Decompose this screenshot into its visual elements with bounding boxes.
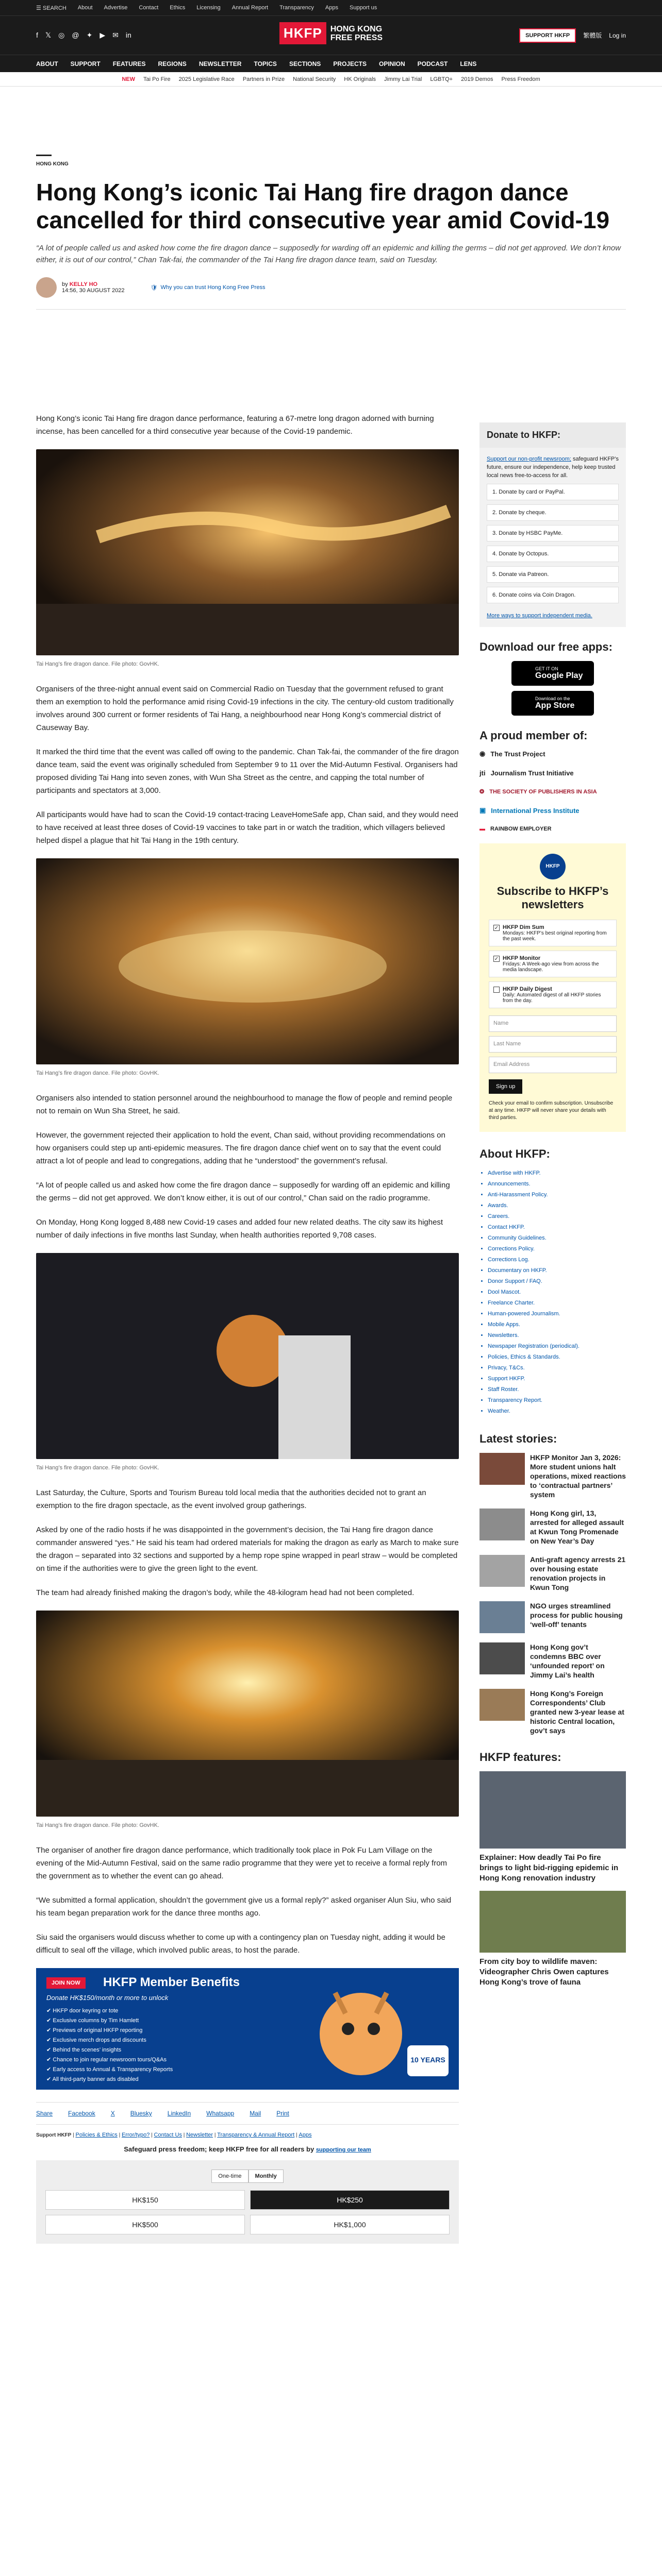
support-hkfp-button[interactable]: SUPPORT HKFP: [519, 28, 576, 43]
about-list: [479, 1168, 626, 1417]
login-link[interactable]: Log in: [609, 31, 626, 39]
site-logo[interactable]: [279, 22, 383, 44]
about-item[interactable]: • Newsletters.: [488, 1330, 626, 1341]
latest-story[interactable]: [479, 1555, 626, 1592]
nav-projects[interactable]: PROJECTS: [333, 60, 367, 67]
category-rule: [36, 155, 52, 156]
paragraph: Siu said the organisers would discuss whether to come up with a contingency plan on Tuesday night, adding it would be difficult to seal off the village, which involved public areas, to host the parade.: [36, 1933, 445, 1955]
donate-option[interactable]: 5. Donate via Patreon.: [487, 566, 619, 583]
paragraph: The team had already finished making the dragon’s body, while the 48-kilogram head had not been completed.: [36, 1588, 415, 1597]
about-item[interactable]: • Privacy, T&Cs.: [488, 1363, 626, 1374]
error-link[interactable]: Error/typo?: [121, 2132, 150, 2138]
topbar-apps[interactable]: Apps: [325, 5, 338, 11]
nav-features[interactable]: FEATURES: [112, 60, 146, 67]
amount-option-selected[interactable]: HK$250: [250, 2190, 450, 2210]
name-input[interactable]: Name: [489, 1015, 617, 1032]
story-thumbnail: [479, 1601, 525, 1633]
trending-item[interactable]: 2019 Demos: [461, 76, 493, 82]
article-photo-2: [36, 858, 459, 1064]
about-item[interactable]: • Staff Roster.: [488, 1384, 626, 1395]
newsletter-signup: [479, 843, 626, 1132]
share-bar: [36, 2102, 459, 2125]
youtube-icon[interactable]: ▶: [100, 31, 106, 39]
about-item[interactable]: • Weather.: [488, 1406, 626, 1417]
about-item[interactable]: • Support HKFP.: [488, 1374, 626, 1384]
byline-by: by: [62, 281, 68, 287]
one-time-option[interactable]: One-time: [211, 2170, 248, 2183]
story-headline[interactable]: Hong Kong’s Foreign Correspondents’ Club granted new 3-year lease at historic Central location, gov’t says: [530, 1689, 624, 1735]
benefit-item: ✔ Early access to Annual & Transparency Reports: [46, 2066, 173, 2073]
share-facebook[interactable]: Facebook: [68, 2110, 95, 2117]
nav-regions[interactable]: REGIONS: [158, 60, 187, 67]
about-item[interactable]: • Anti-Harassment Policy.: [488, 1190, 626, 1200]
trending-item[interactable]: 2025 Legislative Race: [178, 76, 235, 82]
story-thumbnail: [479, 1453, 525, 1485]
trust-link[interactable]: 🛡 Why you can trust Hong Kong Free Press: [150, 284, 266, 291]
publish-date: 14:56, 30 AUGUST 2022: [62, 287, 125, 294]
about-item[interactable]: • Transparency Report.: [488, 1395, 626, 1406]
about-item[interactable]: • Human-powered Journalism.: [488, 1309, 626, 1319]
about-item[interactable]: • Announcements.: [488, 1179, 626, 1190]
banner-subtitle: Donate HK$150/month or more to unlock: [46, 1994, 169, 2002]
main-nav: [0, 55, 662, 72]
paragraph: “We submitted a formal application, shouldn’t the government give us a formal reply?” asked organiser Alun Siu, who said his team began preparation work for the dance three months ago.: [36, 1896, 452, 1918]
newsletter-option[interactable]: ✓ HKFP Dim Sum Mondays: HKFP’s best original reporting from the past week.: [489, 920, 617, 946]
about-item[interactable]: • Corrections Policy.: [488, 1244, 626, 1255]
about-item[interactable]: • Newspaper Registration (periodical).: [488, 1341, 626, 1352]
feature-image: [479, 1891, 626, 1953]
benefit-item: ✔ Exclusive merch drops and discounts: [46, 2037, 146, 2043]
member-rainbow[interactable]: ▬ RAINBOW EMPLOYER: [479, 826, 552, 832]
join-now-button[interactable]: JOIN NOW: [46, 1977, 86, 1989]
photo-caption: Tai Hang’s fire dragon dance. File photo: GovHK.: [36, 661, 159, 667]
nav-newsletter[interactable]: NEWSLETTER: [198, 60, 242, 67]
features-title: HKFP features:: [479, 1751, 561, 1764]
donate-option[interactable]: 4. Donate by Octopus.: [487, 546, 619, 562]
email-input[interactable]: Email Address: [489, 1057, 617, 1073]
transparency-link[interactable]: Transparency & Annual Report: [217, 2132, 295, 2138]
newsletter-option[interactable]: ✓ HKFP Monitor Fridays: A Week-ago view from across the media landscape.: [489, 951, 617, 977]
topbar-support[interactable]: Support us: [350, 5, 377, 11]
x-icon[interactable]: 𝕏: [45, 31, 52, 39]
story-thumbnail: [479, 1689, 525, 1721]
linkedin-icon[interactable]: in: [125, 31, 131, 39]
anniversary-badge: 10 YEARS: [407, 2045, 449, 2076]
paragraph: Organisers of the three-night annual event said on Commercial Radio on Tuesday that the government refused to grant them an exemption to hold the performance amid rising Covid-19 infections in the city. The century-old custom traditionally involves around 300 current or former residents of Tai Hang, a neighbourhood near Hong Kong’s commercial district of Causeway Bay.: [36, 685, 454, 732]
about-item[interactable]: • Contact HKFP.: [488, 1222, 626, 1233]
nav-opinion[interactable]: OPINION: [378, 60, 405, 67]
trending-item[interactable]: Partners in Prize: [242, 76, 285, 82]
member-sopa[interactable]: ❂ THE SOCIETY OF PUBLISHERS IN ASIA: [479, 788, 597, 795]
donate-option[interactable]: 3. Donate by HSBC PayMe.: [487, 525, 619, 541]
nav-lens[interactable]: LENS: [460, 60, 477, 67]
topbar-transparency[interactable]: Transparency: [279, 5, 314, 11]
donation-widget: [36, 2160, 459, 2244]
feature-headline[interactable]: Explainer: How deadly Tai Po fire brings to light bid-rigging epidemic in Hong Kong renovation industry: [479, 1853, 619, 1883]
newsletter-link[interactable]: Newsletter: [186, 2132, 213, 2138]
member-ipi[interactable]: ▣ International Press Institute: [479, 806, 580, 815]
amount-options: [45, 2190, 450, 2234]
share-linkedin[interactable]: LinkedIn: [167, 2110, 191, 2117]
monthly-option[interactable]: Monthly: [249, 2170, 284, 2183]
hkfp-badge-icon: HKFP: [540, 854, 566, 879]
nav-topics[interactable]: TOPICS: [254, 60, 277, 67]
latest-story[interactable]: [479, 1601, 626, 1633]
top-utility-bar: [0, 0, 662, 15]
checkbox-checked-icon[interactable]: ✓: [494, 925, 499, 931]
sopa-icon: ❂: [479, 789, 485, 795]
article-category[interactable]: HONG KONG: [36, 161, 69, 167]
facebook-icon[interactable]: f: [36, 31, 38, 39]
benefit-item: ✔ Behind the scenes’ insights: [46, 2047, 122, 2053]
author-avatar: [36, 277, 57, 298]
trending-item[interactable]: Press Freedom: [501, 76, 540, 82]
signup-button[interactable]: Sign up: [489, 1079, 522, 1094]
nav-support[interactable]: SUPPORT: [70, 60, 101, 67]
latest-story[interactable]: [479, 1509, 626, 1546]
article-photo-4: [36, 1611, 459, 1817]
about-item[interactable]: • Donor Support / FAQ.: [488, 1276, 626, 1287]
contact-link[interactable]: Contact Us: [154, 2132, 182, 2138]
donate-option[interactable]: 2. Donate by cheque.: [487, 504, 619, 521]
about-item[interactable]: • Freelance Charter.: [488, 1298, 626, 1309]
nav-sections[interactable]: SECTIONS: [289, 60, 321, 67]
story-headline[interactable]: Anti-graft agency arrests 21 over housing estate renovation projects in Kwun Tong: [530, 1555, 626, 1591]
story-headline[interactable]: HKFP Monitor Jan 3, 2026: More student unions halt operations, mixed reactions to ‘contractual partners’ system: [530, 1453, 626, 1499]
paragraph: However, the government rejected their application to hold the event, Chan said, without providing recommendations on how organisers could step up anti-epidemic measures. The fire dragon dance chief went on to say that the event could attract a lot of people and lead to congregations, adding that he “understood” the government’s refusal.: [36, 1131, 445, 1165]
last-name-input[interactable]: Last Name: [489, 1036, 617, 1053]
support-links: Support HKFP | Policies & Ethics | Error/typo? | Contact Us | Newsletter | Transparency & Annual Report | Apps: [36, 2132, 312, 2138]
benefit-item: ✔ Previews of original HKFP reporting: [46, 2027, 143, 2033]
story-headline[interactable]: Hong Kong gov’t condemns BBC over ‘unfounded report’ on Jimmy Lai’s health: [530, 1643, 605, 1679]
about-item[interactable]: • Careers.: [488, 1211, 626, 1222]
photo-caption: Tai Hang’s fire dragon dance. File photo: GovHK.: [36, 1070, 159, 1076]
threads-icon[interactable]: @: [72, 31, 79, 39]
about-item[interactable]: • Policies, Ethics & Standards.: [488, 1352, 626, 1363]
about-item[interactable]: • Corrections Log.: [488, 1255, 626, 1265]
story-headline[interactable]: Hong Kong girl, 13, arrested for alleged assault at Kwun Tong Promenade on New Year’s Day: [530, 1509, 624, 1545]
share-print[interactable]: Print: [276, 2110, 289, 2117]
article-standfirst: “A lot of people called us and asked how come the fire dragon dance – supposedly for warding off an epidemic and killing the germs – did not get approved. We don’t know either, it is out of our control,” Chan Tak-fai, the commander of the Tai Hang fire dragon dance team, said on Tuesday.: [36, 244, 621, 264]
paragraph: On Monday, Hong Kong logged 8,488 new Covid-19 cases and added four new related deaths. The city saw its highest number of daily infections in five months last Sunday, when health authorities reported 9,708 cases.: [36, 1218, 443, 1240]
trending-bar: [0, 72, 662, 87]
share-mail[interactable]: Mail: [250, 2110, 261, 2117]
topbar-contact[interactable]: Contact: [139, 5, 159, 11]
amount-option[interactable]: HK$500: [45, 2215, 245, 2234]
amount-option[interactable]: HK$150: [45, 2190, 245, 2210]
supporting-team-link[interactable]: supporting our team: [316, 2147, 371, 2153]
share-whatsapp[interactable]: Whatsapp: [206, 2110, 235, 2117]
donate-title: Donate to HKFP:: [479, 422, 626, 448]
author-name[interactable]: KELLY HO: [69, 281, 98, 287]
rainbow-icon: ▬: [479, 826, 485, 832]
about-item[interactable]: • Mobile Apps.: [488, 1319, 626, 1330]
member-benefits-banner[interactable]: [36, 1968, 459, 2090]
benefit-item: ✔ All third-party banner ads disabled: [46, 2076, 139, 2082]
support-link[interactable]: Support HKFP: [36, 2132, 72, 2138]
donate-text: safeguard HKFP’s future, ensure our independence, help keep trusted local news free-to-access for all.: [487, 456, 619, 479]
amount-option[interactable]: HK$1,000: [250, 2215, 450, 2234]
latest-story[interactable]: [479, 1689, 626, 1735]
trending-item[interactable]: HK Originals: [344, 76, 376, 82]
nav-about[interactable]: ABOUT: [36, 60, 58, 67]
topbar-annual-report[interactable]: Annual Report: [231, 5, 269, 11]
latest-title: Latest stories:: [479, 1432, 557, 1445]
frequency-toggle: [45, 2170, 450, 2183]
story-thumbnail: [479, 1509, 525, 1540]
ipi-icon: ▣: [479, 806, 486, 814]
checkbox-icon[interactable]: [493, 987, 500, 993]
banner-title: HKFP Member Benefits: [103, 1975, 240, 1989]
benefit-item: ✔ Exclusive columns by Tim Hamlett: [46, 2018, 139, 2024]
logo-line-1: HONG KONG: [330, 24, 383, 33]
bluesky-icon[interactable]: ✦: [86, 31, 93, 39]
about-title: About HKFP:: [479, 1147, 550, 1160]
about-item[interactable]: • Advertise with HKFP.: [488, 1168, 626, 1179]
trending-new-label: NEW: [122, 76, 135, 82]
photo-caption: Tai Hang’s fire dragon dance. File photo: GovHK.: [36, 1822, 159, 1828]
newsletter-option[interactable]: HKFP Daily Digest Daily: Automated digest of all HKFP stories from the day.: [489, 981, 617, 1008]
trending-item[interactable]: Tai Po Fire: [143, 76, 171, 82]
about-item[interactable]: • Dool Mascot.: [488, 1287, 626, 1298]
member-title: A proud member of:: [479, 729, 588, 742]
article-wrapper: [36, 155, 626, 2229]
story-thumbnail: [479, 1555, 525, 1587]
about-item[interactable]: • Documentary on HKFP.: [488, 1265, 626, 1276]
about-item[interactable]: • Community Guidelines.: [488, 1233, 626, 1244]
article-photo-3: [36, 1253, 459, 1459]
feature-card[interactable]: [479, 1891, 626, 1988]
google-play-badge[interactable]: GET IT ON Google Play: [511, 661, 594, 686]
feature-image: [479, 1771, 626, 1849]
benefit-item: ✔ HKFP door keyring or tote: [46, 2008, 119, 2014]
instagram-icon[interactable]: ◎: [58, 31, 65, 39]
site-header: [0, 15, 662, 55]
feature-headline[interactable]: From city boy to wildlife maven: Videographer Chris Owen captures Hong Kong’s trove of fauna: [479, 1957, 609, 1987]
donate-option[interactable]: 1. Donate by card or PayPal.: [487, 484, 619, 500]
paragraph: All participants would have had to scan the Covid-19 contact-tracing LeaveHomeSafe app, Chan said, and they would need to have received at least three doses of Covid-19 vaccines to take part in or watch the tradition, which villagers believed helped dispel a plague that hit Tai Hang in the 19th century.: [36, 810, 458, 845]
article-photo-1: [36, 449, 459, 655]
byline: [36, 277, 626, 310]
topbar-about[interactable]: About: [77, 5, 93, 11]
photo-caption: Tai Hang’s fire dragon dance. File photo: GovHK.: [36, 1465, 159, 1471]
apps-title: Download our free apps:: [479, 640, 613, 653]
policies-link[interactable]: Policies & Ethics: [75, 2132, 118, 2138]
feature-card[interactable]: [479, 1771, 626, 1884]
member-trust-project[interactable]: ◉ The Trust Project: [479, 750, 545, 758]
logo-line-2: FREE PRESS: [330, 33, 383, 42]
benefit-item: ✔ Chance to join regular newsroom tours/Q&As: [46, 2057, 167, 2063]
app-store-badge[interactable]: Download on the App Store: [511, 691, 594, 716]
paragraph: The organiser of another fire dragon dance performance, which traditionally took place in Pok Fu Lam Village on the evening of the Mid-Autumn Festival, said on the same radio programme that they were yet to receive a formal reply from the government as to whether the event can go ahead.: [36, 1846, 448, 1880]
paragraph: Last Saturday, the Culture, Sports and Tourism Bureau told local media that the authorities decided not to grant an exemption to the fire dragon spectacle, as the event involved group gatherings.: [36, 1488, 426, 1510]
search-link[interactable]: ☰ SEARCH: [36, 5, 67, 11]
latest-story[interactable]: [479, 1642, 626, 1680]
article-body: [36, 412, 459, 2244]
topbar-ethics[interactable]: Ethics: [170, 5, 186, 11]
donate-option[interactable]: 6. Donate coins via Coin Dragon.: [487, 587, 619, 603]
paragraph: It marked the third time that the event was called off owing to the pandemic. Chan Tak-fai, the commander of the fire dragon dance team, said the event was originally scheduled from September 9 to 11 over the Mid-Autumn Festival. Organisers had proposed dividing Tai Hang into seven zones, with Wun Sha Street as the centre, and capping the total number of participants and spectators at 3,000.: [36, 748, 459, 795]
about-item[interactable]: • Awards.: [488, 1200, 626, 1211]
paragraph: Asked by one of the radio hosts if he was disappointed in the government’s decision, the Tai Hang fire dragon dance commander answered “yes.” He said his team had ordered materials for making the dragon as early as March to make sure the dragon – separated into 32 sections and supported by a hemp rope spine wrapped in pearl straw – would be completed on time if the authorities were to give the green light to the event.: [36, 1526, 459, 1573]
share-bluesky[interactable]: Bluesky: [130, 2110, 152, 2117]
nav-podcast[interactable]: PODCAST: [417, 60, 448, 67]
paragraph: Organisers also intended to station personnel around the neighbourhood to manage the flow of people and remind people not to remain on Wun Sha Street, he said.: [36, 1094, 453, 1115]
jti-icon: jti: [479, 769, 486, 777]
story-headline[interactable]: NGO urges streamlined process for public housing ‘well-off’ tenants: [530, 1602, 623, 1629]
newsletter-title: Subscribe to HKFP’s newsletters: [496, 885, 609, 911]
trending-item[interactable]: National Security: [293, 76, 336, 82]
more-ways-link[interactable]: More ways to support independent media.: [487, 613, 592, 619]
newsletter-note: Check your email to confirm subscription. Unsubscribe at any time. HKFP will never share your details with third parties.: [489, 1100, 614, 1121]
social-icons: [36, 31, 131, 40]
story-thumbnail: [479, 1642, 525, 1674]
member-jti[interactable]: jti Journalism Trust Initiative: [479, 769, 574, 777]
article-title: Hong Kong’s iconic Tai Hang fire dragon dance cancelled for third consecutive year amid Covid-19: [36, 179, 610, 233]
safeguard-message: Safeguard press freedom; keep HKFP free for all readers by supporting our team: [124, 2145, 371, 2153]
latest-story[interactable]: [479, 1453, 626, 1499]
mail-icon[interactable]: ✉: [112, 31, 119, 39]
trust-project-icon: ◉: [479, 750, 486, 757]
deer-mascot-illustration: [304, 1972, 418, 2086]
paragraph: Hong Kong’s iconic Tai Hang fire dragon dance performance, featuring a 67-metre long dragon adorned with burning incense, has been cancelled for a third consecutive year because of the Covid-19 pandemic.: [36, 414, 434, 436]
trending-item[interactable]: LGBTQ+: [430, 76, 453, 82]
checkbox-checked-icon[interactable]: ✓: [494, 956, 499, 962]
paragraph: “A lot of people called us and asked how come the fire dragon dance – supposedly for warding off an epidemic and killing the germs – did not get approved. We don’t know either, it is out of our control,” Chan said on the radio programme.: [36, 1181, 450, 1202]
share-label: Share: [36, 2110, 53, 2117]
latest-stories: [479, 1453, 626, 1735]
topbar-licensing[interactable]: Licensing: [196, 5, 221, 11]
donate-box: [479, 448, 626, 627]
apps-link[interactable]: Apps: [299, 2132, 312, 2138]
trending-item[interactable]: Jimmy Lai Trial: [384, 76, 422, 82]
share-x[interactable]: X: [110, 2110, 115, 2117]
logo-mark: HKFP: [279, 22, 326, 44]
benefit-list: [46, 2006, 173, 2084]
topbar-advertise[interactable]: Advertise: [104, 5, 128, 11]
shield-icon: 🛡: [150, 284, 158, 291]
sidebar: [479, 422, 626, 1995]
language-link[interactable]: 繁體版: [583, 32, 602, 39]
non-profit-link[interactable]: Support our non-profit newsroom;: [487, 456, 571, 462]
